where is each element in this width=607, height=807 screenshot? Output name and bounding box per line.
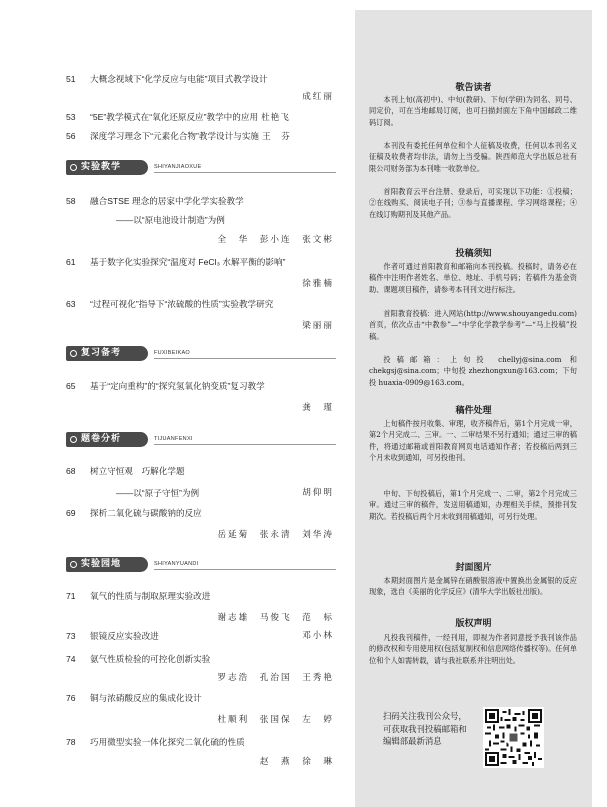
section-badge (66, 432, 148, 447)
article-author: 岳延菊 张永清 刘华涛 (217, 530, 334, 540)
toc-entry-74[interactable] (66, 653, 334, 687)
section-label: 复习备考 (81, 348, 122, 358)
circle-icon (70, 164, 77, 171)
article-author: 罗志浩 孔治国 王秀艳 (217, 673, 334, 683)
article-author: 龚 瑾 (302, 403, 334, 413)
manuscript-processing-p1: 上旬稿件按月收集、审理，收齐稿件后，第1个月完成一审，第2个月完成二、三审。一、二审结果不另行通知；通过三审的稿件，将通过邮箱或首阳教育网页电话通知作者；若投稿后两到三个月未收到通知，可另投他刊。 (369, 419, 577, 463)
readers-notice-p2: 本刊没有委托任何单位和个人征稿及收费，任何以本刊名义征稿及收费者均非法，请勿上当受骗。陕西师范大学出版总社有限公司财务部为本刊唯一收款单位。 (369, 141, 577, 173)
article-author: 杜艳飞 (261, 113, 290, 123)
page-number: 69 (66, 508, 76, 518)
article-title: 氨气性质检验的可控化创新实验 (90, 654, 211, 664)
toc-entry-65[interactable] (66, 380, 334, 414)
readers-notice-p3: 首阳教育云平台注册、登录后，可实现以下功能：①投稿；②在线购买、阅读电子刊；③参与直播课程、学习网络课程；④在线订购期刊及其他产品。 (369, 187, 577, 219)
readers-notice-title: 敬告读者 (455, 83, 492, 93)
section-header-experiment-teaching (66, 160, 336, 176)
submission-guide-title: 投稿须知 (455, 249, 492, 259)
cover-image-p1: 本期封面图片是金属锌在硝酸银溶液中置换出金属银的反应现象，选自《美丽的化学反应》(清华大学出版社出版)。 (369, 576, 577, 597)
page-number: 61 (66, 257, 76, 267)
section-pinyin: FUXIBEIKAO (154, 350, 191, 356)
article-title: 深度学习理念下“元素化合物”教学设计与实施 (90, 131, 260, 141)
page-number: 68 (66, 466, 76, 476)
article-title: “5E”教学模式在“氧化还原反应”教学中的应用 (90, 112, 259, 122)
section-label: 实验教学 (81, 162, 122, 172)
section-header-review (66, 346, 336, 362)
submission-guide-p1: 作者可通过首阳教育和邮箱向本刊投稿。投稿时，请务必在稿件中注明作者姓名、单位、地址、手机号码；若稿件为基金资助、课题项目稿件，请参考本刊刊文进行标注。 (369, 262, 577, 294)
toc-entry-51[interactable] (66, 73, 334, 103)
page-number: 71 (66, 591, 76, 601)
article-author: 胡仰明 (302, 488, 334, 498)
toc-entry-68[interactable] (66, 465, 334, 501)
toc-entry-58[interactable] (66, 195, 334, 251)
qr-caption: 扫码关注我刊公众号，可获取我刊投稿邮箱和编辑部最新消息 (383, 711, 467, 746)
section-header-exam-analysis (66, 432, 336, 448)
article-author: 杜顺利 张国保 左 婷 (217, 715, 334, 725)
article-title: 基于数字化实验探究“温度对 FeCl₃ 水解平衡的影响” (90, 257, 286, 267)
article-subtitle: ——以“原电池设计制造”为例 (116, 215, 225, 225)
page-number: 51 (66, 74, 76, 84)
section-label: 实验园地 (81, 559, 122, 569)
article-author: 徐雅楠 (302, 279, 334, 289)
article-author: 全 华 彭小连 张文彬 (217, 235, 334, 245)
article-title: 大概念视域下“化学反应与电能”项目式教学设计 (90, 74, 268, 84)
toc-entry-69[interactable] (66, 507, 334, 541)
article-title: 基于“定向重构”的“探究氢氧化钠变质”复习教学 (90, 381, 265, 391)
section-divider (154, 358, 336, 359)
submission-guide-p3: 投稿邮箱：上旬投 chellyj@sina.com 和 chekgsj@sina.com；中旬投 zhezhongxun@163.com；下旬投 huaxia-0909@163.com。 (369, 355, 577, 387)
page-number: 74 (66, 654, 76, 664)
section-badge (66, 160, 148, 175)
article-author: 成红丽 (302, 92, 334, 102)
page-number: 73 (66, 631, 76, 641)
manuscript-processing-p2: 中旬、下旬投稿后，第1个月完成一、二审，第2个月完成三审。通过三审的稿件，发送用稿通知，办理相关手续，预排刊发期次。若投稿后两个月未收到用稿通知，可另行处理。 (369, 489, 577, 521)
article-title: 树立守恒观 巧解化学题 (90, 466, 185, 476)
article-subtitle: ——以“原子守恒”为例 (116, 488, 200, 498)
article-title: “过程可视化”指导下“浓硫酸的性质”实验教学研究 (90, 299, 274, 309)
circle-icon (70, 350, 77, 357)
circle-icon (70, 436, 77, 443)
submission-guide-p2: 首阳教育投稿：进入网站(http://www.shouyangedu.com)首页，依次点击“中教参”—“中学化学教学参考”—“马上投稿”投稿。 (369, 309, 577, 341)
section-badge (66, 346, 148, 361)
section-pinyin: TIJUANFENXI (154, 436, 193, 442)
qr-code-icon[interactable] (483, 707, 544, 768)
section-pinyin: SHIYANYUANDI (154, 561, 199, 567)
copyright-title: 版权声明 (455, 619, 492, 629)
article-author: 王 芬 (262, 132, 291, 142)
article-author: 梁丽丽 (302, 321, 334, 331)
article-author: 邓小林 (302, 631, 334, 641)
page-number: 76 (66, 693, 76, 703)
copyright-p1: 凡投我刊稿件，一经刊用，即视为作者同意授予我刊该作品的修改权和专用使用权(包括复制权和信息网络传播权等)。任何单位和个人如需转载，请与我社联系并注明出处。 (369, 633, 577, 665)
section-pinyin: SHIYANJIAOXUE (154, 164, 202, 170)
toc-entry-61[interactable] (66, 256, 334, 290)
toc-entry-76[interactable] (66, 692, 334, 726)
page-number: 53 (66, 112, 76, 122)
cover-image-title: 封面图片 (455, 563, 492, 573)
manuscript-processing-title: 稿件处理 (455, 406, 492, 416)
circle-icon (70, 561, 77, 568)
article-title: 探析二氧化硫与碳酸钠的反应 (90, 508, 202, 518)
toc-entry-78[interactable] (66, 736, 334, 770)
toc-entry-63[interactable] (66, 298, 334, 332)
section-header-experiment-garden (66, 557, 336, 573)
page-number: 65 (66, 381, 76, 391)
article-title: 银镜反应实验改进 (90, 631, 159, 641)
section-divider (154, 444, 336, 445)
readers-notice-p1: 本刊上旬(高初中)、中旬(教研)、下旬(学研)为同名、同号、同定价，可在当地邮局订阅，也可扫描封面左下角中国邮政二维码订阅。 (369, 95, 577, 127)
section-badge (66, 557, 148, 572)
section-divider (154, 569, 336, 570)
section-label: 题卷分析 (81, 434, 122, 444)
section-divider (154, 172, 336, 173)
article-author: 赵 燕 徐 琳 (259, 757, 334, 767)
article-title: 氧气的性质与制取原理实验改进 (90, 591, 211, 601)
page-number: 78 (66, 737, 76, 747)
page-number: 58 (66, 196, 76, 206)
page-number: 63 (66, 299, 76, 309)
notice-sidebar (355, 10, 592, 807)
article-title: 铜与浓硝酸反应的集成化设计 (90, 693, 202, 703)
toc-entry-73[interactable] (66, 630, 334, 644)
article-title: 巧用微型实验一体化探究二氧化硫的性质 (90, 737, 245, 747)
article-author: 谢志雄 马俊飞 范 标 (217, 613, 334, 623)
article-title: 融合STSE 理念的居家中学化学实验教学 (90, 196, 244, 206)
toc-entry-71[interactable] (66, 590, 334, 624)
page-number: 56 (66, 131, 76, 141)
